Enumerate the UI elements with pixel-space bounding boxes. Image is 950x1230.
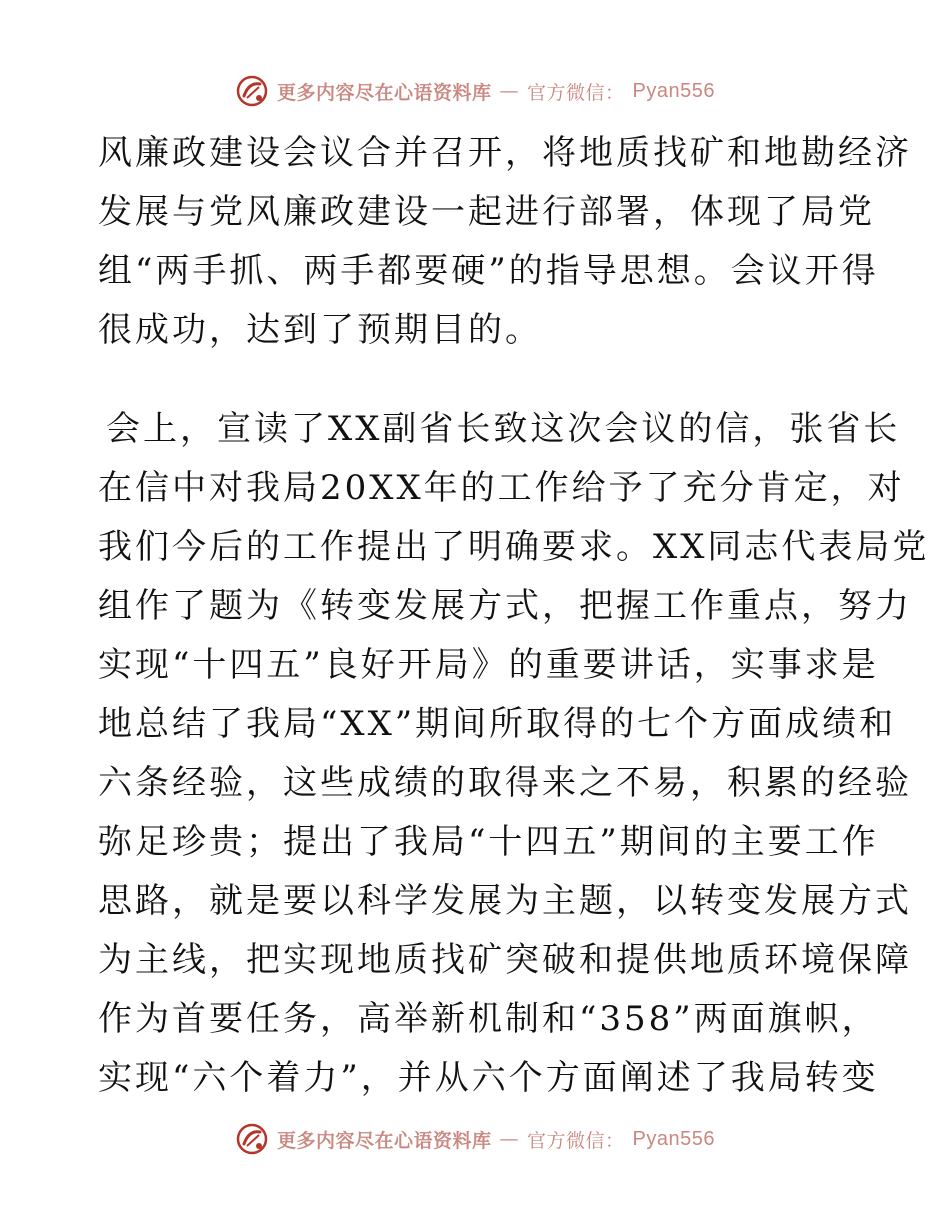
paragraph-1: [98, 124, 912, 360]
document-body: [98, 124, 930, 1108]
paragraph-2: [98, 400, 930, 1108]
text-line: 思路，就是要以科学发展为主题，以转变发展方式: [98, 881, 912, 921]
text-line: 实现“六个着力”，并从六个方面阐述了我局转变: [98, 1058, 879, 1098]
text-line: 发展与党风廉政建设一起进行部署，体现了局党: [98, 192, 875, 232]
banner-wechat-label: 官方微信：: [527, 1129, 625, 1152]
text-line: 六条经验，这些成绩的取得来之不易，积累的经验: [98, 763, 912, 803]
text-line: 组作了题为《转变发展方式，把握工作重点，努力: [98, 586, 912, 626]
banner-wechat-label: 官方微信：: [527, 81, 625, 104]
text-line: 弥足珍贵；提出了我局“十四五”期间的主要工作: [98, 822, 879, 862]
text-line: 风廉政建设会议合并召开，将地质找矿和地勘经济: [98, 133, 912, 173]
footer-banner: [0, 1119, 950, 1159]
text-line: 很成功，达到了预期目的。: [98, 310, 542, 350]
text-line: 实现“十四五”良好开局》的重要讲话，实事求是: [98, 645, 879, 685]
banner-brand-text: 更多内容尽在心语资料库: [277, 1129, 492, 1152]
text-line: 为主线，把实现地质找矿突破和提供地质环境保障: [98, 940, 912, 980]
text-line: 会上，宣读了XX副省长致这次会议的信，张省长: [106, 409, 901, 449]
banner-wechat-id: Pyan556: [632, 1127, 715, 1150]
text-line: 我们今后的工作提出了明确要求。XX同志代表局党: [98, 527, 930, 567]
text-line: 组“两手抓、两手都要硬”的指导思想。会议开得: [98, 251, 879, 291]
text-line: 地总结了我局“XX”期间所取得的七个方面成绩和: [98, 704, 897, 744]
header-banner: [0, 71, 950, 111]
text-line: 作为首要任务，高举新机制和“358”两面旗帜，: [98, 999, 879, 1039]
banner-dash: —: [499, 1128, 520, 1150]
banner-wechat-id: Pyan556: [632, 79, 715, 102]
banner-brand-text: 更多内容尽在心语资料库: [277, 81, 492, 104]
brand-logo-icon: [235, 74, 269, 108]
text-line: 在信中对我局20XX年的工作给予了充分肯定，对: [98, 468, 905, 508]
brand-logo-icon: [235, 1122, 269, 1156]
banner-dash: —: [499, 80, 520, 102]
